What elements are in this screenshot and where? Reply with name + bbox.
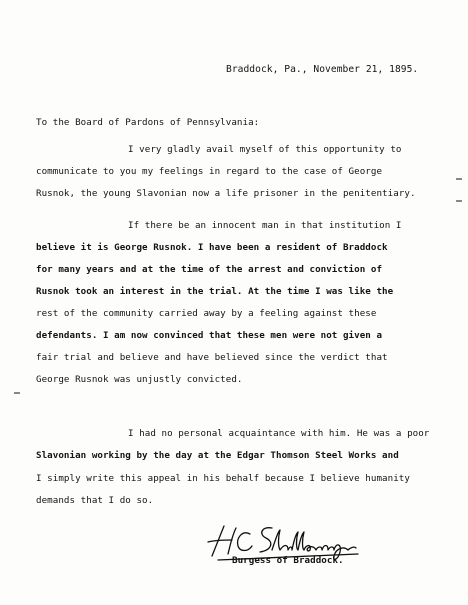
paragraph-3-line-1: I had no personal acquaintance with him. He was a poor [128, 428, 430, 439]
scan-edge-mark [456, 200, 462, 202]
paragraph-2-line-2: believe it is George Rusnok. I have been a resident of Braddock [36, 242, 388, 253]
paragraph-2-line-8: George Rusnok was unjustly convicted. [36, 374, 243, 385]
paragraph-2-line-5: rest of the community carried away by a feeling against these [36, 308, 377, 319]
paragraph-1-line-2: communicate to you my feelings in regard to the case of George [36, 166, 383, 177]
paragraph-1-line-3: Rusnok, the young Slavonian now a life prisoner in the penitentiary. [36, 188, 416, 199]
paragraph-2-line-3: for many years and at the time of the arrest and conviction of [36, 264, 383, 275]
paragraph-3-line-2: Slavonian working by the day at the Edgar Thomson Steel Works and [36, 450, 399, 461]
paragraph-2-line-1: If there be an innocent man in that institution I [128, 220, 402, 231]
paragraph-1-line-1: I very gladly avail myself of this opportunity to [128, 144, 402, 155]
paragraph-2-line-7: fair trial and believe and have believed since the verdict that [36, 352, 388, 363]
paragraph-3-line-4: demands that I do so. [36, 495, 154, 506]
signer-title: Burgess of Braddock. [232, 555, 344, 566]
scan-edge-mark [14, 392, 20, 394]
scan-edge-mark [456, 178, 462, 180]
salutation: To the Board of Pardons of Pennsylvania: [36, 117, 260, 128]
paragraph-2-line-6: defendants. I am now convinced that these men were not given a [36, 330, 383, 341]
paragraph-3-line-3: I simply write this appeal in his behalf because I believe humanity [36, 473, 410, 484]
dateline: Braddock, Pa., November 21, 1895. [226, 64, 419, 75]
paragraph-2-line-4: Rusnok took an interest in the trial. At the time I was like the [36, 286, 394, 297]
